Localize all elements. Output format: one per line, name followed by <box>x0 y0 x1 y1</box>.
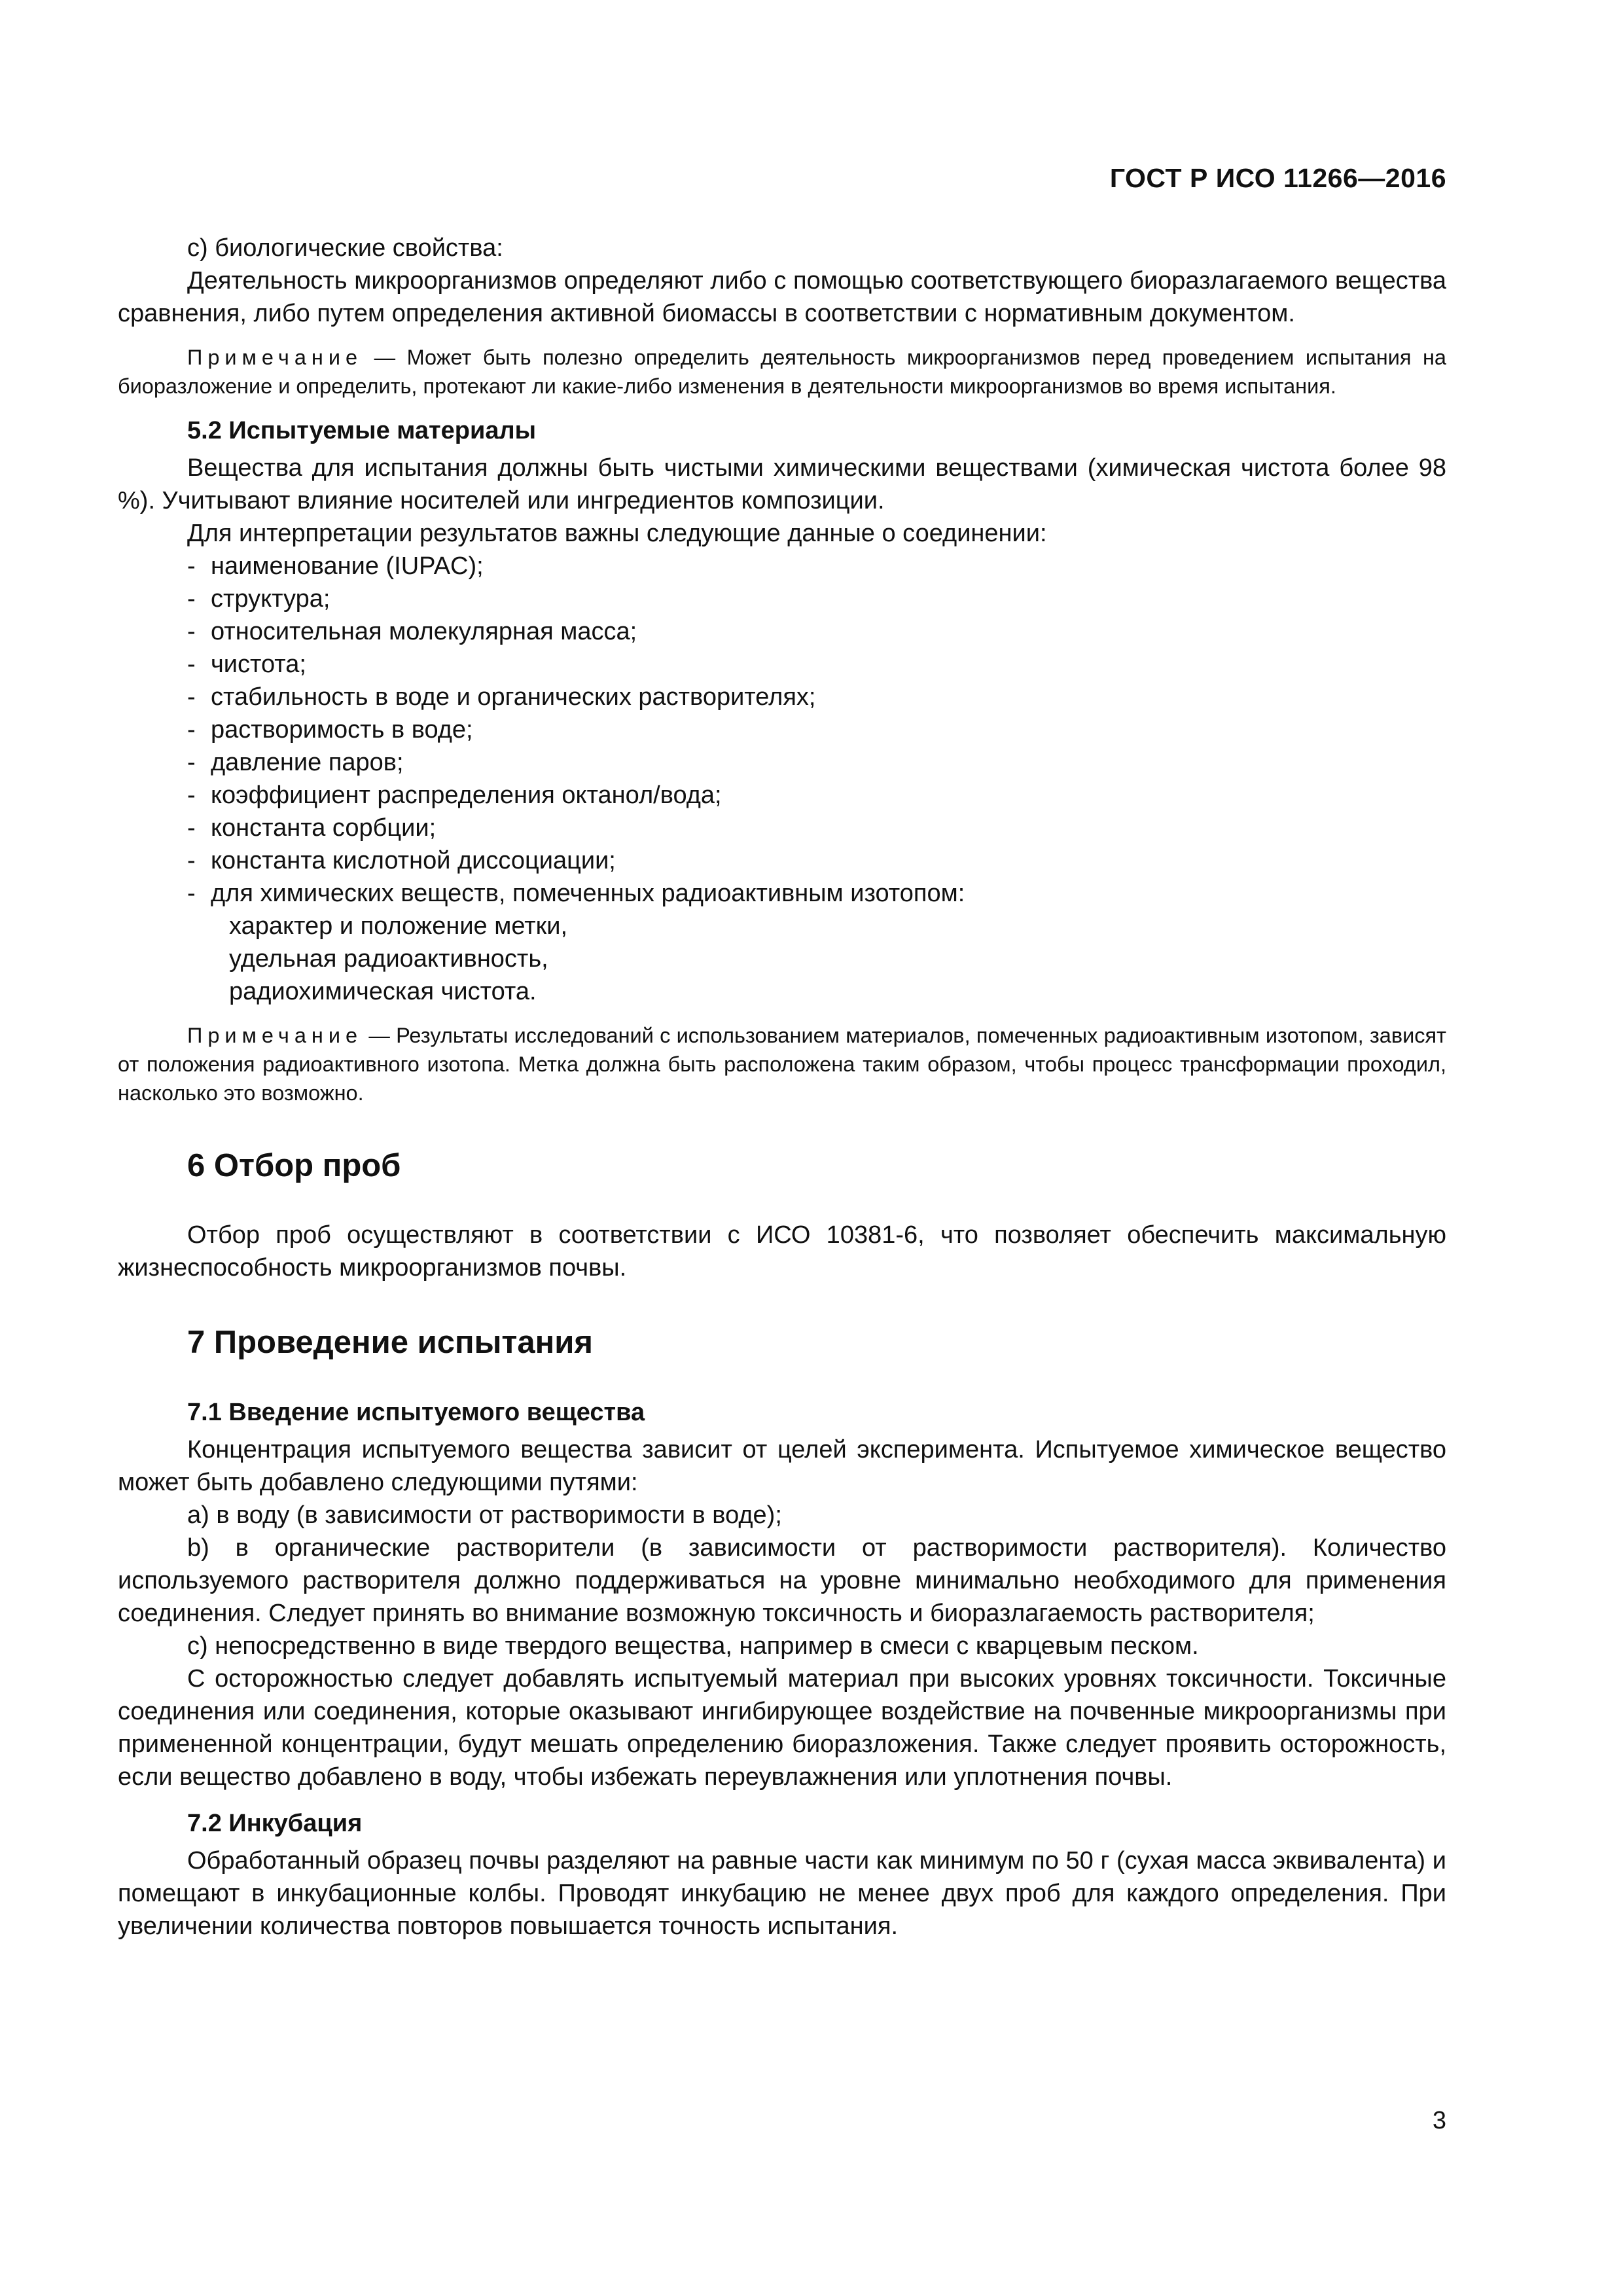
list-item-text: коэффициент распределения октанол/вода; <box>211 781 722 809</box>
sub-list-item: удельная радиоактивность, <box>229 945 548 973</box>
paragraph-substance-concentration: Концентрация испытуемого вещества зависит от целей эксперимента. Испытуемое химическое вещество может быть добавлено следующими путями: <box>118 1436 1446 1496</box>
note-label: Примечание <box>187 346 363 369</box>
list-item <box>118 877 1446 910</box>
list-dash: - <box>187 749 196 776</box>
note-microorganism-activity <box>118 343 1446 401</box>
section-heading-5-2: 5.2 Испытуемые материалы <box>187 417 537 444</box>
list-item <box>118 583 1446 615</box>
page-number: 3 <box>1432 2107 1446 2134</box>
paragraph-incubation: Обработанный образец почвы разделяют на равные части как минимум по 50 г (сухая масса эквивалента) и помещают в инкубационные колбы. Проводят инкубацию не менее двух проб для каждого определения. При увеличении количества повторов повышается точность испытания. <box>118 1847 1446 1940</box>
note-radioactive-label <box>118 1021 1446 1107</box>
list-item-text: чистота; <box>211 651 306 678</box>
list-item-text: стабильность в воде и органических растворителях; <box>211 683 816 711</box>
list-item <box>118 648 1446 681</box>
list-dash: - <box>187 683 196 711</box>
section-heading-7-2: 7.2 Инкубация <box>187 1810 363 1837</box>
section-heading-7-1: 7.1 Введение испытуемого вещества <box>187 1399 645 1426</box>
list-item-text: константа сорбции; <box>211 814 437 842</box>
list-item-c-solid: c) непосредственно в виде твердого вещества, например в смеси с кварцевым песком. <box>187 1632 1199 1660</box>
list-dash: - <box>187 651 196 678</box>
list-dash: - <box>187 618 196 645</box>
paragraph-test-substances: Вещества для испытания должны быть чистыми химическими веществами (химическая чистота более 98 %). Учитывают влияние носителей или ингредиентов композиции. <box>118 454 1446 514</box>
section-heading-6: 6 Отбор проб <box>187 1148 401 1183</box>
list-item <box>118 615 1446 648</box>
list-dash: - <box>187 585 196 613</box>
list-item-text: давление паров; <box>211 749 404 776</box>
list-item-c-biological: c) биологические свойства: <box>187 234 503 262</box>
list-dash: - <box>187 847 196 874</box>
list-item <box>118 746 1446 779</box>
list-item-text: структура; <box>211 585 330 613</box>
list-dash: - <box>187 552 196 580</box>
list-item-text: константа кислотной диссоциации; <box>211 847 616 874</box>
document-header: ГОСТ Р ИСО 11266—2016 <box>1109 163 1446 193</box>
note-label: Примечание <box>187 1024 363 1047</box>
note-text: — Может быть полезно определить деятельность микроорганизмов перед проведением испытания на биоразложение и определить, протекают ли какие-либо изменения в деятельности микроорганизмов во время испытания. <box>118 346 1446 398</box>
page-content <box>118 232 1446 1943</box>
note-text: — Результаты исследований с использованием материалов, помеченных радиоактивным изотопом, зависят от положения радиоактивного изотопа. Метка должна быть расположена таким образом, чтобы процесс трансформации проходил, насколько это возможно. <box>118 1024 1446 1105</box>
list-item-text: растворимость в воде; <box>211 716 473 744</box>
list-item-text: относительная молекулярная масса; <box>211 618 637 645</box>
sub-list-item: характер и положение метки, <box>229 912 568 940</box>
sub-list-item: радиохимическая чистота. <box>229 978 537 1005</box>
list-dash: - <box>187 880 196 907</box>
paragraph-toxicity-caution: С осторожностью следует добавлять испытуемый материал при высоких уровнях токсичности. Токсичные соединения или соединения, которые оказывают ингибирующее воздействие на почвенные микроорганизмы при примененной концентрации, будут мешать определению биоразложения. Также следует проявить осторожность, если вещество добавлено в воду, чтобы избежать переувлажнения или уплотнения почвы. <box>118 1665 1446 1791</box>
list-item <box>118 779 1446 812</box>
section-heading-7: 7 Проведение испытания <box>187 1325 593 1360</box>
list-item <box>118 681 1446 713</box>
list-item-text: для химических веществ, помеченных радиоактивным изотопом: <box>211 880 965 907</box>
list-item-a-water: a) в воду (в зависимости от растворимости в воде); <box>187 1501 782 1529</box>
list-item <box>118 713 1446 746</box>
list-dash: - <box>187 781 196 809</box>
list-dash: - <box>187 716 196 744</box>
list-dash: - <box>187 814 196 842</box>
list-item-b-solvents: b) в органические растворители (в зависимости от растворимости растворителя). Количество используемого растворителя должно поддерживаться на уровне минимально необходимого для применения соединения. Следует принять во внимание возможную токсичность и биоразлагаемость растворителя; <box>118 1534 1446 1627</box>
paragraph-sampling: Отбор проб осуществляют в соответствии с ИСО 10381-6, что позволяет обеспечить максимальную жизнеспособность микроорганизмов почвы. <box>118 1221 1446 1282</box>
list-item <box>118 550 1446 583</box>
list-item <box>118 812 1446 844</box>
paragraph-compound-data-intro: Для интерпретации результатов важны следующие данные о соединении: <box>187 520 1047 547</box>
list-item <box>118 844 1446 877</box>
paragraph-microorganism-activity: Деятельность микроорганизмов определяют либо с помощью соответствующего биоразлагаемого вещества сравнения, либо путем определения активной биомассы в соответствии с нормативным документом. <box>118 267 1446 327</box>
list-item-text: наименование (IUPAC); <box>211 552 484 580</box>
